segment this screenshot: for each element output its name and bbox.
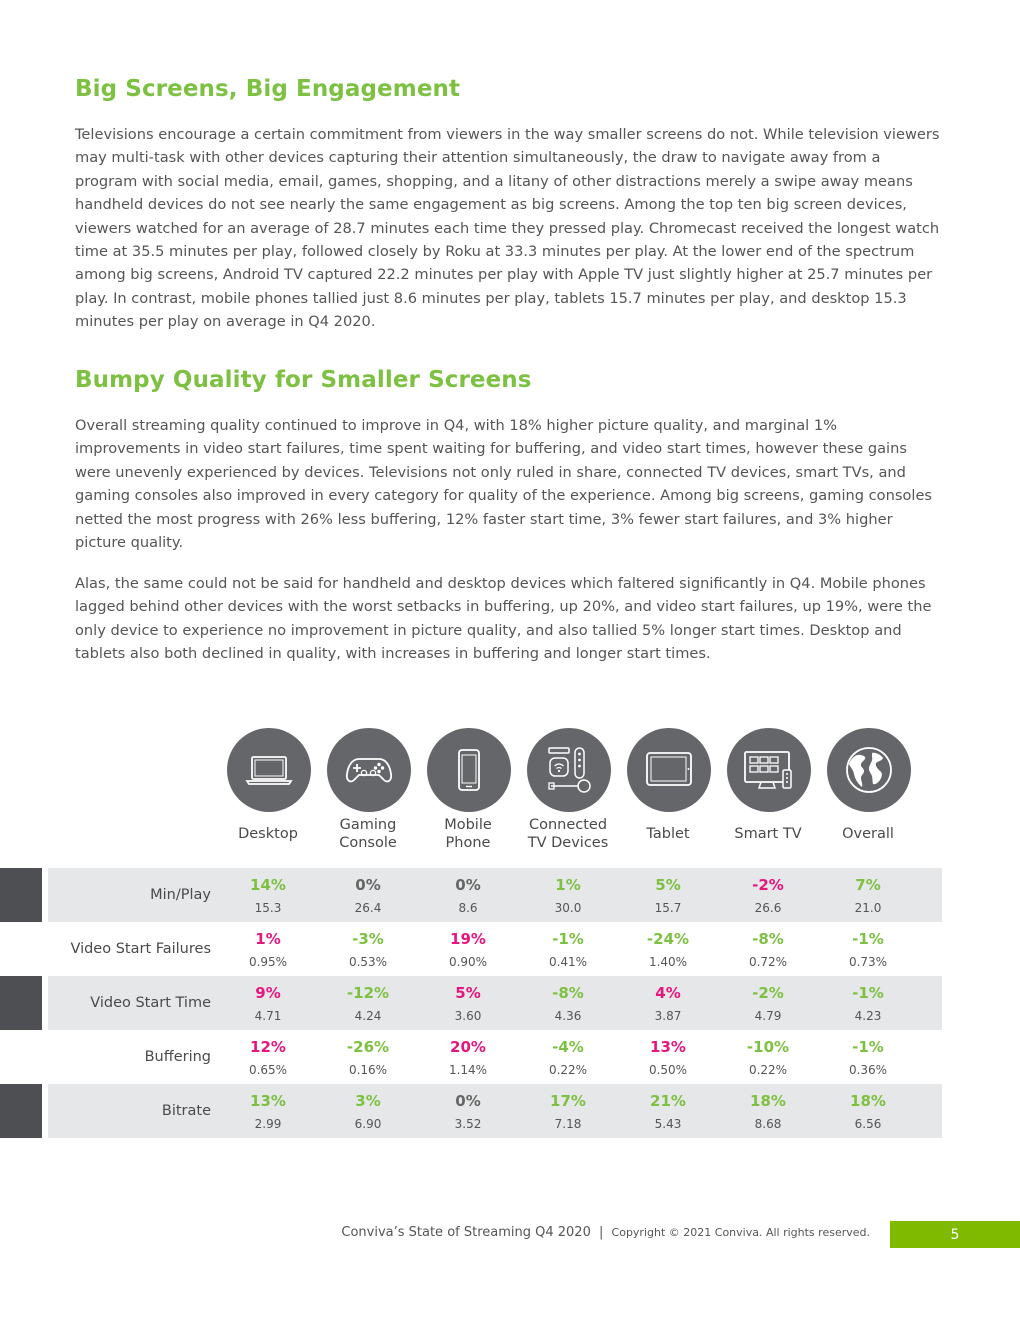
- table-cell: [518, 976, 618, 1030]
- cell-change-pct: 5%: [655, 876, 681, 894]
- cell-value: 2.99: [254, 1117, 282, 1131]
- cell-change-pct: -1%: [852, 930, 884, 948]
- table-cell: [718, 1084, 818, 1138]
- cell-value: 4.79: [754, 1009, 782, 1023]
- col-header-overall: Overall: [842, 826, 894, 842]
- cell-value: 0.41%: [548, 955, 588, 969]
- col-header-connected-tv-text: Connected TV Devices: [527, 817, 609, 851]
- cell-value: 7.18: [554, 1117, 582, 1131]
- cell-value: 15.7: [654, 901, 682, 915]
- table-row: [0, 868, 942, 922]
- table-cell: [418, 976, 518, 1030]
- cell-value: 30.0: [554, 901, 582, 915]
- table-row: [0, 1084, 942, 1138]
- cell-value: 1.14%: [448, 1063, 488, 1077]
- table-cell: [218, 1030, 318, 1084]
- smart-tv-circle: [727, 728, 811, 812]
- table-cell: [318, 868, 418, 922]
- cell-value: 0.95%: [248, 955, 288, 969]
- cell-change-pct: 1%: [255, 930, 281, 948]
- cell-change-pct: 0%: [355, 876, 381, 894]
- row-label: Video Start Failures: [70, 941, 211, 957]
- cell-change-pct: -1%: [852, 984, 884, 1002]
- cell-change-pct: 18%: [750, 1092, 786, 1110]
- section-title-big-screens: Big Screens, Big Engagement: [75, 76, 461, 102]
- table-cell: [518, 922, 618, 976]
- cell-change-pct: 18%: [850, 1092, 886, 1110]
- cell-value: 0.73%: [848, 955, 888, 969]
- table-cell: [618, 976, 718, 1030]
- table-cell: [718, 868, 818, 922]
- table-row: [0, 922, 942, 976]
- table-cell: [618, 1084, 718, 1138]
- cell-change-pct: -12%: [346, 984, 390, 1002]
- mobile-phone-circle: [427, 728, 511, 812]
- cell-change-pct: 19%: [450, 930, 486, 948]
- table-row: [0, 1030, 942, 1084]
- section-title-bumpy-quality: Bumpy Quality for Smaller Screens: [75, 367, 532, 393]
- cell-value: 5.43: [654, 1117, 682, 1131]
- cell-value: 26.4: [354, 901, 382, 915]
- table-cell: [718, 922, 818, 976]
- cell-value: 0.50%: [648, 1063, 688, 1077]
- table-cell: [218, 868, 318, 922]
- table-cell: [818, 868, 918, 922]
- row-label: Bitrate: [161, 1103, 211, 1119]
- cell-value: 4.71: [254, 1009, 282, 1023]
- globe-icon: [841, 742, 897, 798]
- cell-value: 8.6: [458, 901, 478, 915]
- cell-change-pct: -10%: [746, 1038, 790, 1056]
- table-cell: [818, 922, 918, 976]
- paragraph-big-screens: Televisions encourage a certain commitment from viewers in the way smaller screens do not. While television viewers may multi-task with other devices capturing their attention simultaneously, the draw to navigate away from a program with social media, email, games, shopping, and a litany of other distractions merely a swipe away means handheld devices do not see nearly the same engagement as big screens. Among the top ten big screen devices, viewers watched for an average of 28.7 minutes each time they pressed play. Chromecast received the longest watch time at 35.5 minutes per play, followed closely by Roku at 33.3 minutes per play. At the lower end of the spectrum among big screens, Android TV captured 22.2 minutes per play with Apple TV just slightly higher at 25.7 minutes per play. In contrast, mobile phones tallied just 8.6 minutes per play, tablets 15.7 minutes per play, and desktop 15.3 minutes per play on average in Q4 2020.: [75, 126, 940, 331]
- cell-value: 3.60: [454, 1009, 482, 1023]
- col-header-gaming-console: [318, 815, 418, 853]
- table-cell: [518, 1030, 618, 1084]
- footer-copyright: Copyright © 2021 Conviva. All rights reserved.: [611, 1226, 870, 1239]
- table-cell: [218, 976, 318, 1030]
- cell-value: 0.16%: [348, 1063, 388, 1077]
- cell-change-pct: 0%: [455, 1092, 481, 1110]
- table-cell: [518, 1084, 618, 1138]
- desktop-circle: [227, 728, 311, 812]
- cell-value: 0.65%: [248, 1063, 288, 1077]
- cell-value: 0.36%: [848, 1063, 888, 1077]
- col-header-desktop: Desktop: [238, 826, 298, 842]
- table-cell: [218, 1084, 318, 1138]
- cell-change-pct: 20%: [450, 1038, 486, 1056]
- cell-value: 4.23: [854, 1009, 882, 1023]
- cell-change-pct: 12%: [250, 1038, 286, 1056]
- cell-change-pct: -2%: [752, 876, 784, 894]
- table-cell: [518, 868, 618, 922]
- cell-change-pct: -24%: [646, 930, 690, 948]
- smartphone-icon: [441, 742, 497, 798]
- cell-change-pct: 9%: [255, 984, 281, 1002]
- cell-value: 21.0: [854, 901, 882, 915]
- footer-report-title: Conviva’s State of Streaming Q4 2020: [341, 1225, 591, 1240]
- tablet-circle: [627, 728, 711, 812]
- cell-change-pct: -8%: [552, 984, 584, 1002]
- cell-change-pct: 5%: [455, 984, 481, 1002]
- table-cell: [818, 976, 918, 1030]
- cell-value: 0.22%: [748, 1063, 788, 1077]
- col-header-mobile-phone: [418, 815, 518, 853]
- cell-change-pct: -1%: [552, 930, 584, 948]
- laptop-icon: [241, 742, 297, 798]
- cell-value: 0.22%: [548, 1063, 588, 1077]
- cell-change-pct: 3%: [355, 1092, 381, 1110]
- table-cell: [418, 1084, 518, 1138]
- row-side-tab: [0, 976, 42, 1030]
- cell-value: 0.90%: [448, 955, 488, 969]
- cell-change-pct: -2%: [752, 984, 784, 1002]
- footer-separator: |: [599, 1225, 604, 1240]
- table-cell: [218, 922, 318, 976]
- table-cell: [618, 922, 718, 976]
- row-side-tab: [0, 868, 42, 922]
- row-label: Buffering: [144, 1049, 211, 1065]
- col-header-connected-tv: [518, 815, 618, 853]
- cell-value: 4.36: [554, 1009, 582, 1023]
- table-cell: [318, 1030, 418, 1084]
- cell-change-pct: 7%: [855, 876, 881, 894]
- page-number: 5: [890, 1221, 1020, 1248]
- table-cell: [818, 1084, 918, 1138]
- table-cell: [818, 1030, 918, 1084]
- smart-tv-icon: [741, 742, 797, 798]
- streaming-devices-icon: [541, 742, 597, 798]
- paragraph-quality-handheld: Alas, the same could not be said for handheld and desktop devices which faltered significantly in Q4. Mobile phones lagged behind other devices with the worst setbacks in buffering, up 20%, and video start failures, up 19%, were the only device to experience no improvement in picture quality, and also tallied 5% longer start times. Desktop and tablets also both declined in quality, with increases in buffering and longer start times.: [75, 575, 932, 663]
- table-row: [0, 976, 942, 1030]
- gaming-console-circle: [327, 728, 411, 812]
- table-cell: [618, 1030, 718, 1084]
- cell-value: 15.3: [254, 901, 282, 915]
- cell-value: 8.68: [754, 1117, 782, 1131]
- overall-circle: [827, 728, 911, 812]
- table-cell: [318, 922, 418, 976]
- table-cell: [418, 868, 518, 922]
- gamepad-icon: [341, 742, 397, 798]
- cell-value: 6.90: [354, 1117, 382, 1131]
- cell-change-pct: 4%: [655, 984, 681, 1002]
- cell-change-pct: -3%: [352, 930, 384, 948]
- col-header-mobile-phone-text: Mobile Phone: [444, 817, 492, 851]
- cell-value: 3.52: [454, 1117, 482, 1131]
- table-cell: [718, 1030, 818, 1084]
- footer-report-line: [341, 1225, 870, 1240]
- cell-change-pct: 21%: [650, 1092, 686, 1110]
- cell-value: 4.24: [354, 1009, 382, 1023]
- cell-change-pct: -8%: [752, 930, 784, 948]
- table-cell: [718, 976, 818, 1030]
- row-label: Min/Play: [150, 887, 211, 903]
- cell-change-pct: 13%: [250, 1092, 286, 1110]
- cell-change-pct: 17%: [550, 1092, 586, 1110]
- table-cell: [318, 976, 418, 1030]
- cell-value: 0.53%: [348, 955, 388, 969]
- tablet-icon: [641, 742, 697, 798]
- cell-value: 3.87: [654, 1009, 682, 1023]
- paragraph-quality-overall: Overall streaming quality continued to improve in Q4, with 18% higher picture quality, and marginal 1% improvements in video start failures, time spent waiting for buffering, and video start times, however these gains were unevenly experienced by devices. Televisions not only ruled in share, connected TV devices, smart TVs, and gaming consoles also improved in every category for quality of the experience. Among big screens, gaming consoles netted the most progress with 26% less buffering, 12% faster start time, 3% fewer start failures, and 3% higher picture quality.: [75, 417, 933, 552]
- row-side-tab: [0, 1084, 42, 1138]
- cell-change-pct: -26%: [346, 1038, 390, 1056]
- table-cell: [618, 868, 718, 922]
- cell-change-pct: 13%: [650, 1038, 686, 1056]
- cell-value: 26.6: [754, 901, 782, 915]
- cell-change-pct: 14%: [250, 876, 286, 894]
- table-cell: [318, 1084, 418, 1138]
- cell-change-pct: 0%: [455, 876, 481, 894]
- col-header-gaming-console-text: Gaming Console: [339, 817, 397, 851]
- cell-change-pct: -4%: [552, 1038, 584, 1056]
- table-cell: [418, 1030, 518, 1084]
- cell-change-pct: 1%: [555, 876, 581, 894]
- connected-tv-circle: [527, 728, 611, 812]
- cell-value: 0.72%: [748, 955, 788, 969]
- cell-value: 1.40%: [648, 955, 688, 969]
- cell-value: 6.56: [854, 1117, 882, 1131]
- cell-change-pct: -1%: [852, 1038, 884, 1056]
- table-cell: [418, 922, 518, 976]
- col-header-smart-tv: Smart TV: [734, 826, 802, 842]
- col-header-tablet: Tablet: [646, 826, 690, 842]
- row-label: Video Start Time: [90, 995, 211, 1011]
